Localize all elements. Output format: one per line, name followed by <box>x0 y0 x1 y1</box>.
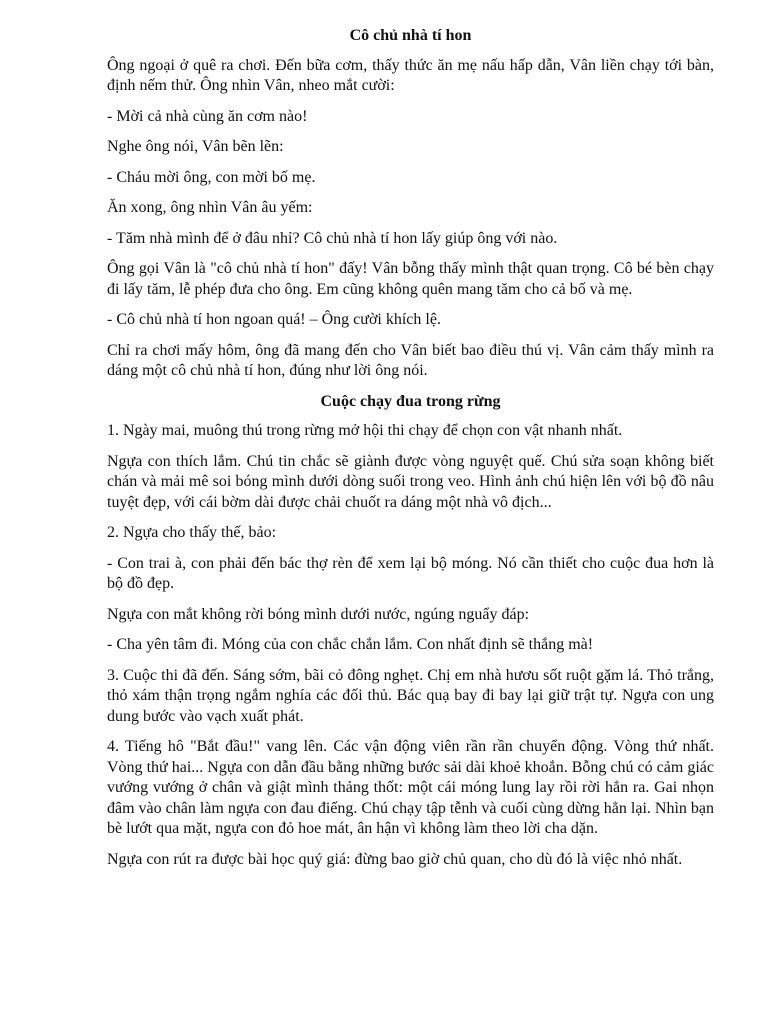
story2-paragraph: Ngựa con mắt không rời bóng mình dưới nước, ngúng nguẩy đáp: <box>107 605 530 623</box>
story2-paragraph: 3. Cuộc thi đã đến. Sáng sớm, bãi cỏ đông nghẹt. Chị em nhà hươu sốt ruột gặm lá. Thỏ trắng, thỏ xám thận trọng ngắm nghía các đối thủ. Bác quạ bay đi bay lại giữ trật tự. Ngựa con ung dung bước vào vạch xuất phát. <box>107 666 714 725</box>
story-title-co-chu-nha-ti-hon: Cô chủ nhà tí hon <box>349 27 472 44</box>
story2-paragraph: - Con trai à, con phải đến bác thợ rèn để xem lại bộ móng. Nó cần thiết cho cuộc đua hơn là bộ đồ đẹp. <box>107 554 714 592</box>
story2-paragraph: Ngựa con thích lắm. Chú tin chắc sẽ giành được vòng nguyệt quế. Chú sửa soạn không biết chán và mải mê soi bóng mình dưới dòng suối trong veo. Hình ảnh chú hiện lên với bộ đồ nâu tuyệt đẹp, với cái bờm dài được chải chuốt ra dáng một nhà vô địch... <box>107 452 714 511</box>
story1-paragraph: Nghe ông nói, Vân bẽn lẽn: <box>107 138 284 155</box>
story2-paragraph: Ngựa con rút ra được bài học quý giá: đừng bao giờ chủ quan, cho dù đó là việc nhỏ nhất. <box>107 850 683 868</box>
story1-paragraph: - Cháu mời ông, con mời bố mẹ. <box>107 168 316 186</box>
story2-paragraph: 2. Ngựa cho thấy thế, bảo: <box>107 524 277 541</box>
story1-paragraph: - Tăm nhà mình để ở đâu nhỉ? Cô chủ nhà tí hon lấy giúp ông với nào. <box>107 229 558 247</box>
story2-paragraph: 4. Tiếng hô "Bắt đầu!" vang lên. Các vận động viên rần rần chuyển động. Vòng thứ nhất. Vòng thứ hai... Ngựa con dẫn đầu bằng những bước sải dài khoẻ khoắn. Bỗng chú có cảm giác vướng vướng ở chân và giật mình thảng thốt: một cái móng lung lay rồi rời hẳn ra. Gai nhọn đâm vào chân làm ngựa con đau điếng. Chú chạy tập tễnh và cuối cùng dừng hẳn lại. Nhìn bạn bè lướt qua mặt, ngựa con đỏ hoe mát, ân hận vì không làm theo lời cha dặn. <box>107 738 714 837</box>
story1-paragraph: Chỉ ra chơi mấy hôm, ông đã mang đến cho Vân biết bao điều thú vị. Vân cảm thấy mình ra dáng một cô chủ nhà tí hon, đúng như lời ông nói. <box>107 341 714 379</box>
story1-paragraph: Ông ngoại ở quê ra chơi. Đến bữa cơm, thấy thức ăn mẹ nấu hấp dẫn, Vân liền chạy tới bàn, định nếm thử. Ông nhìn Vân, nheo mắt cười: <box>107 56 714 94</box>
story2-paragraph: 1. Ngày mai, muông thú trong rừng mở hội thi chạy để chọn con vật nhanh nhất. <box>107 422 623 439</box>
document-page <box>107 26 714 880</box>
story1-paragraph: Ông gọi Vân là "cô chủ nhà tí hon" đấy! Vân bỗng thấy mình thật quan trọng. Cô bé bèn chạy đi lấy tăm, lễ phép đưa cho ông. Em cũng không quên mang tăm cho cả bố và mẹ. <box>107 260 714 298</box>
story1-paragraph: - Mời cả nhà cùng ăn cơm nào! <box>107 107 308 125</box>
story1-paragraph: - Cô chủ nhà tí hon ngoan quá! – Ông cười khích lệ. <box>107 311 441 328</box>
story-title-cuoc-chay-dua-trong-rung: Cuộc chạy đua trong rừng <box>320 392 501 410</box>
story1-paragraph: Ăn xong, ông nhìn Vân âu yếm: <box>107 199 313 216</box>
story2-paragraph: - Cha yên tâm đi. Móng của con chắc chắn lắm. Con nhất định sẽ thắng mà! <box>107 636 594 653</box>
